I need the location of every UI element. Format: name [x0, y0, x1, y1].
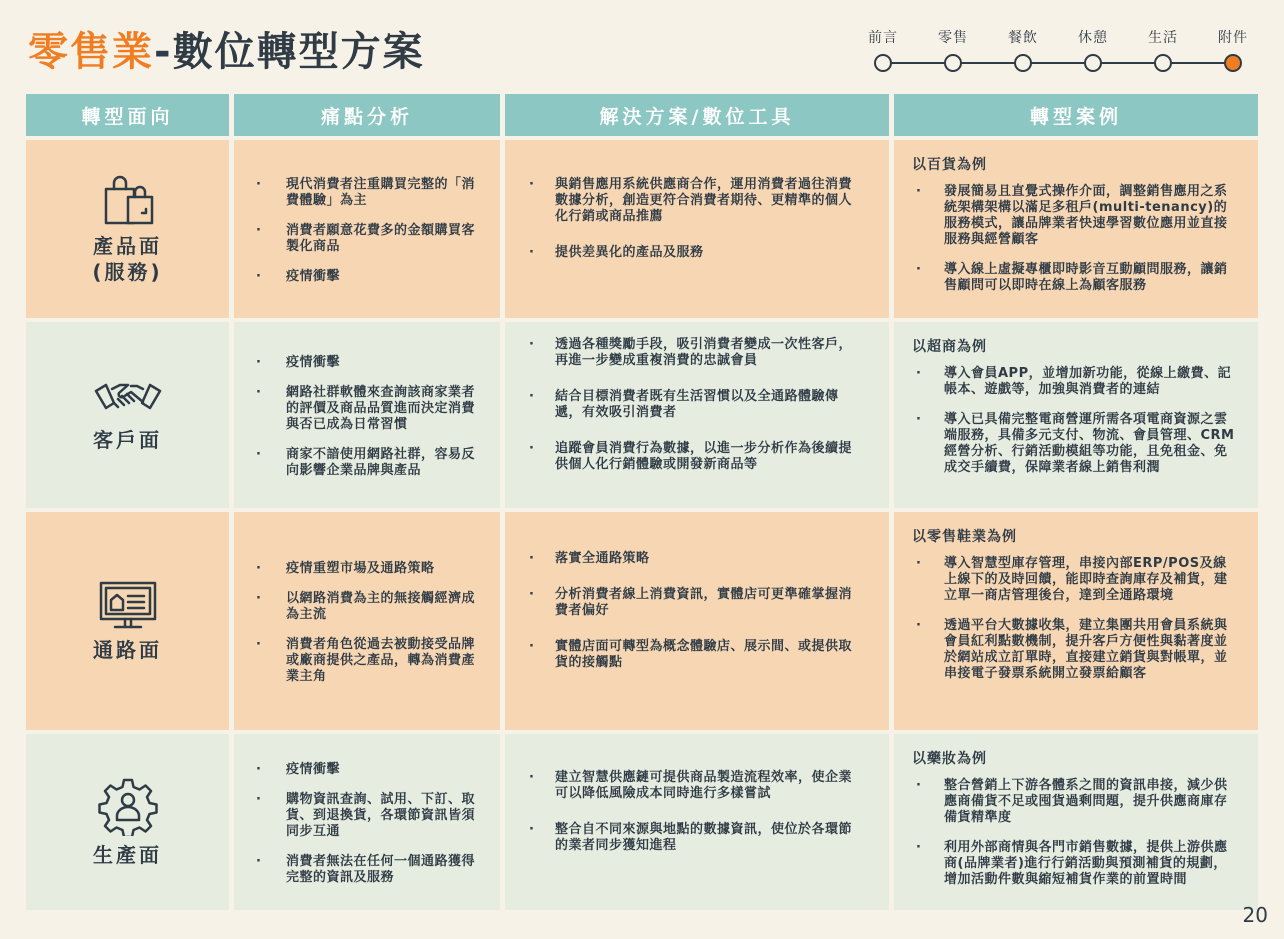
header-solutions: 解決方案/數位工具 [505, 94, 889, 136]
pain-cell [234, 734, 500, 910]
solution-cell [505, 512, 889, 730]
nav-step-dot[interactable] [874, 54, 892, 72]
nav-step-dot[interactable] [944, 54, 962, 72]
aspect-name: 生產面 [93, 843, 162, 867]
nav-step-label: 附件 [1218, 30, 1248, 46]
case-cell [894, 322, 1258, 508]
pain-item: · 消費者無法在任何一個通路獲得完整的資訊及服務 [252, 854, 482, 886]
case-item: · 整合營銷上下游各體系之間的資訊串接，減少供應商備貨不足或囤貨過剩問題，提升供應商庫存備貨精準度 [912, 778, 1236, 826]
solution-item: · 結合目標消費者既有生活習慣以及全通路體驗傳遞，有效吸引消費者 [527, 389, 865, 421]
aspect-name: 產品面 (服務) [92, 234, 163, 284]
case-item: · 利用外部商情與各門市銷售數據，提供上游供應商(品牌業者)進行行銷活動與預測補貨的規劃，增加活動件數與縮短補貨作業的前置時間 [912, 840, 1236, 888]
case-cell [894, 140, 1258, 318]
case-item: · 透過平台大數據收集，建立集團共用會員系統與會員紅利點數機制，提升客戶方便性與黏著度並於網站成立訂單時，直接建立銷貨與對帳單，並串接電子發票系統開立發票給顧客 [912, 618, 1236, 682]
nav-step-appendix[interactable] [1203, 28, 1263, 72]
pain-item: · 疫情重塑市場及通路策略 [252, 561, 482, 577]
pain-item: · 網路社群軟體來查詢該商家業者的評價及商品品質進而決定消費與否已成為日常習慣 [252, 385, 482, 433]
solution-item: · 追蹤會員消費行為數據，以進一步分析作為後續提供個人化行銷體驗或開發新商品等 [527, 441, 865, 473]
case-title: 以超商為例 [912, 339, 987, 355]
nav-step-label: 零售 [938, 30, 968, 46]
aspect-cell [26, 734, 229, 910]
pain-item: · 商家不諳使用網路社群，容易反向影響企業品牌與產品 [252, 447, 482, 479]
case-title: 以百貨為例 [912, 157, 987, 173]
title-part-1: 零售業 [28, 29, 154, 75]
nav-step-life[interactable] [1133, 28, 1193, 72]
case-title: 以零售鞋業為例 [912, 529, 1017, 545]
nav-step-label: 生活 [1148, 30, 1178, 46]
pain-cell [234, 140, 500, 318]
row-customer [26, 322, 1258, 508]
solution-cell [505, 734, 889, 910]
case-item: · 發展簡易且直覺式操作介面，調整銷售應用之系統架構架構以滿足多租戶(multi-tenancy)的服務模式，讓品牌業者快速學習數位應用並直接服務與經營顧客 [912, 184, 1236, 248]
pain-item: · 疫情衝擊 [252, 269, 482, 285]
gear-person-icon [98, 776, 158, 836]
title-part-2: -數位轉型方案 [154, 29, 425, 75]
header-pain-points: 痛點分析 [234, 94, 500, 136]
nav-step-intro[interactable] [853, 28, 913, 72]
aspect-cell [26, 140, 229, 318]
case-cell [894, 512, 1258, 730]
shopping-bag-icon [98, 173, 158, 227]
solution-item: · 整合自不同來源與地點的數據資訊，使位於各環節的業者同步獲知進程 [527, 822, 865, 854]
nav-step-label: 餐飲 [1008, 30, 1038, 46]
nav-step-label: 休憩 [1078, 30, 1108, 46]
solution-item: · 落實全通路策略 [527, 551, 865, 567]
pain-item: · 疫情衝擊 [252, 355, 482, 371]
case-cell [894, 734, 1258, 910]
solution-item: · 與銷售應用系統供應商合作，運用消費者過往消費數據分析，創造更符合消費者期待、更精準的個人化行銷或商品推薦 [527, 177, 865, 225]
solution-item: · 透過各種獎勵手段，吸引消費者變成一次性客戶，再進一步變成重複消費的忠誠會員 [527, 337, 865, 369]
case-item: · 導入智慧型庫存管理，串接內部ERP/POS及線上線下的及時回饋，能即時查詢庫存及補貨，建立單一商店管理後台，達到全通路環境 [912, 556, 1236, 604]
case-item: · 導入會員APP，並增加新功能，從線上繳費、記帳本、遊戲等，加強與消費者的連結 [912, 366, 1236, 398]
row-channel [26, 512, 1258, 730]
header-cases: 轉型案例 [894, 94, 1258, 136]
pain-cell [234, 512, 500, 730]
aspect-cell [26, 322, 229, 508]
section-nav [866, 28, 1252, 78]
page-number: 20 [1242, 903, 1268, 927]
nav-step-dot-active[interactable] [1224, 54, 1242, 72]
case-item: · 導入線上虛擬專櫃即時影音互動顧問服務，讓銷售顧問可以即時在線上為顧客服務 [912, 262, 1236, 294]
solution-item: · 實體店面可轉型為概念體驗店、展示間、或提供取貨的接觸點 [527, 639, 865, 671]
page-title [28, 28, 425, 76]
row-production [26, 734, 1258, 910]
pain-item: · 消費者願意花費多的金額購買客製化商品 [252, 223, 482, 255]
case-item: · 導入已具備完整電商營運所需各項電商資源之雲端服務，具備多元支付、物流、會員管理、CRM經營分析、行銷活動模組等功能，且免租金、免成交手續費，保障業者線上銷售利潤 [912, 412, 1236, 476]
solution-cell [505, 322, 889, 508]
row-product [26, 140, 1258, 318]
pain-cell [234, 322, 500, 508]
aspect-name: 通路面 [93, 638, 162, 662]
pain-item: · 消費者角色從過去被動接受品牌或廠商提供之產品，轉為消費產業主角 [252, 637, 482, 685]
nav-step-leisure[interactable] [1063, 28, 1123, 72]
pain-item: · 疫情衝擊 [252, 762, 482, 778]
header-aspect: 轉型面向 [26, 94, 229, 136]
nav-step-retail[interactable] [923, 28, 983, 72]
nav-step-dining[interactable] [993, 28, 1053, 72]
aspect-name: 客戶面 [93, 428, 162, 452]
monitor-store-icon [97, 579, 159, 631]
nav-step-dot[interactable] [1014, 54, 1032, 72]
aspect-cell [26, 512, 229, 730]
pain-item: · 購物資訊查詢、試用、下訂、取貨、到退換貨，各環節資訊皆須同步互通 [252, 792, 482, 840]
nav-step-dot[interactable] [1084, 54, 1102, 72]
case-title: 以藥妝為例 [912, 751, 987, 767]
nav-step-label: 前言 [868, 30, 898, 46]
pain-item: · 現代消費者注重購買完整的「消費體驗」為主 [252, 177, 482, 209]
solution-item: · 提供差異化的產品及服務 [527, 245, 865, 261]
pain-item: · 以網路消費為主的無接觸經濟成為主流 [252, 591, 482, 623]
solution-item: · 建立智慧供應鏈可提供商品製造流程效率，使企業可以降低風險成本同時進行多樣嘗試 [527, 770, 865, 802]
solution-item: · 分析消費者線上消費資訊，實體店可更準確掌握消費者偏好 [527, 587, 865, 619]
nav-step-dot[interactable] [1154, 54, 1172, 72]
handshake-icon [93, 377, 163, 421]
solution-cell [505, 140, 889, 318]
